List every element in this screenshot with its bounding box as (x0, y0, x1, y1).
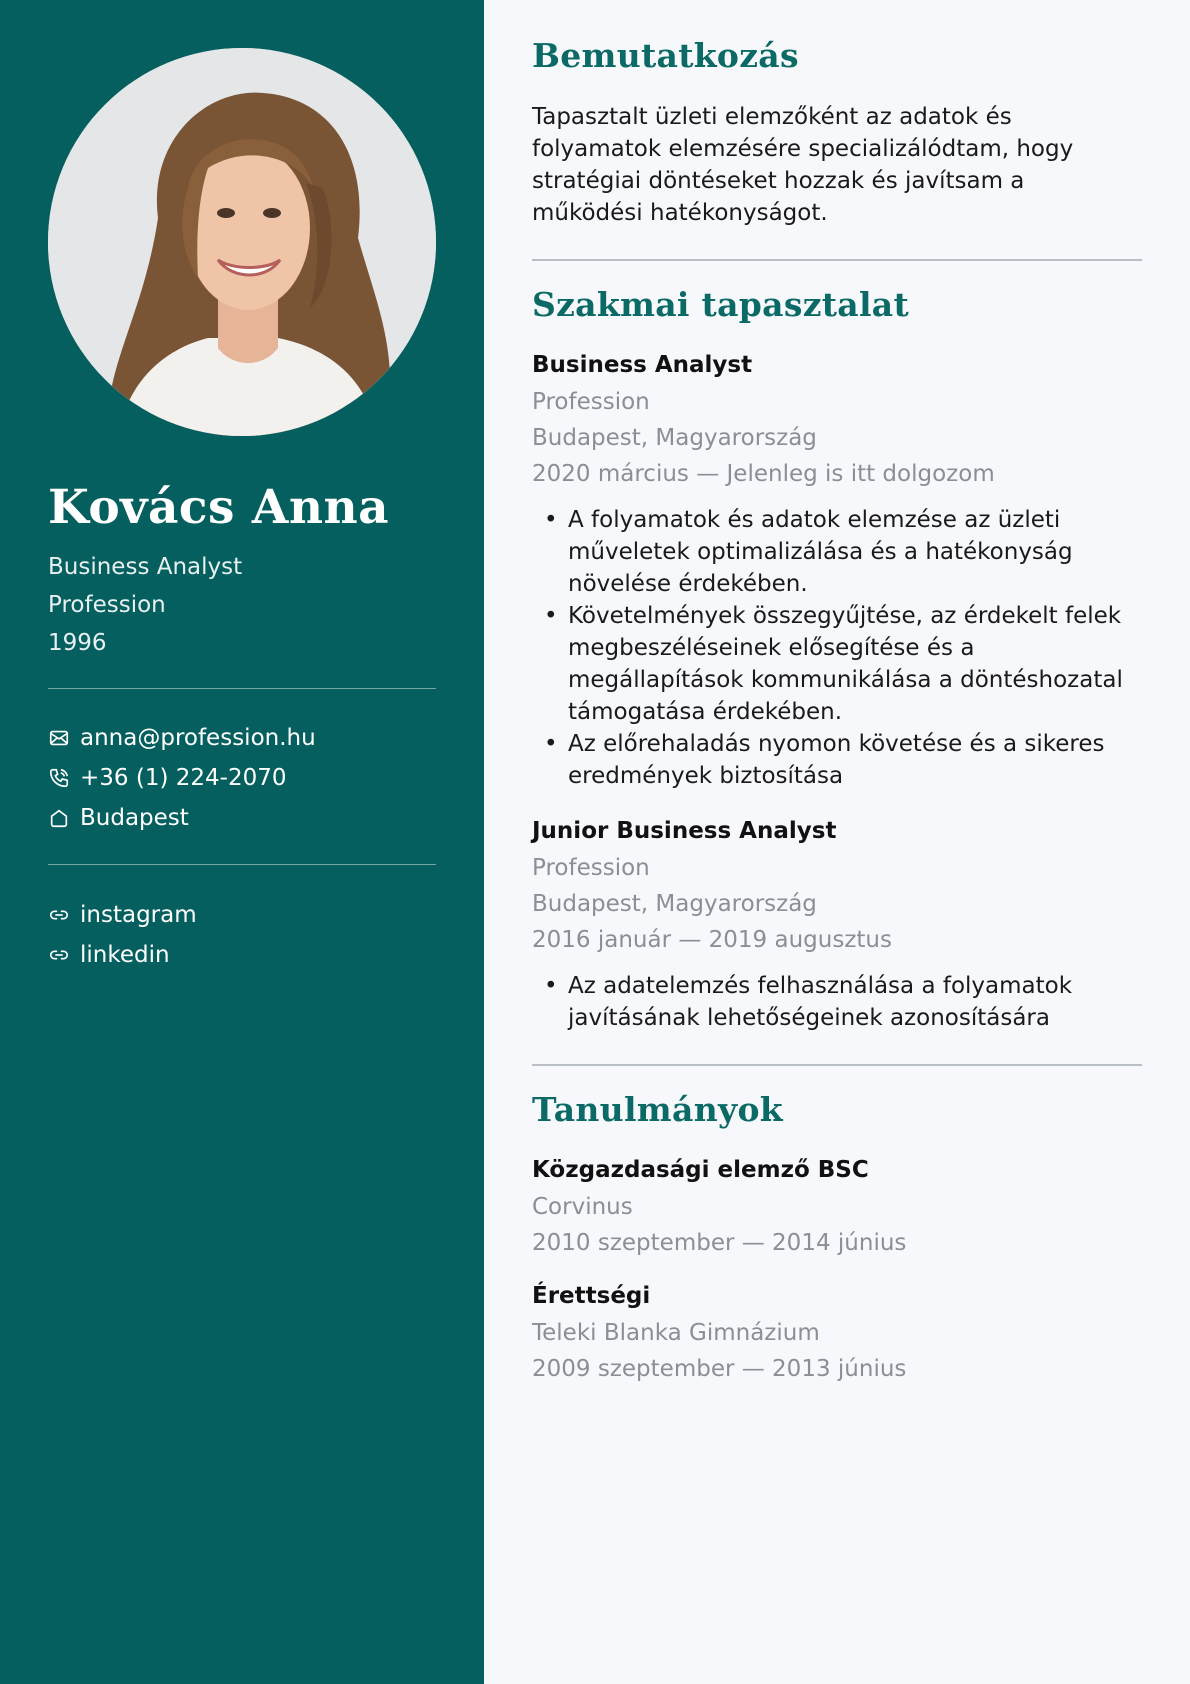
section-divider (532, 1064, 1142, 1066)
profile-meta (48, 548, 242, 662)
degree-title: Közgazdasági elemző BSC (532, 1157, 869, 1183)
sidebar-divider (48, 864, 436, 865)
intro-section (532, 36, 1142, 229)
school-name: Teleki Blanka Gimnázium (532, 1320, 820, 1346)
link-linkedin[interactable] (48, 935, 197, 975)
job-bullet: • A folyamatok és adatok elemzése az üzleti műveletek optimalizálása és a hatékonyság növelése érdekében. (532, 504, 1142, 600)
phone-text: +36 (1) 224-2070 (80, 765, 287, 791)
contact-list (48, 718, 316, 838)
experience-heading: Szakmai tapasztalat (532, 285, 910, 324)
intro-text: Tapasztalt üzleti elemzőként az adatok és folyamatok elemzésére specializálódtam, hogy stratégiai döntéseket hozzak és javítsam a működési hatékonyságot. (532, 104, 1074, 226)
experience-section (532, 285, 1142, 1034)
profile-photo (48, 48, 436, 436)
link-instagram[interactable] (48, 895, 197, 935)
job-company: Profession (532, 389, 650, 415)
education-entry (532, 1281, 1142, 1387)
job-bullets (532, 504, 1142, 792)
phone-icon (48, 767, 70, 789)
job-bullet: • Követelmények összegyűjtése, az érdekelt felek megbeszéléseinek elősegítése és a megállapítások kommunikálása a döntéshozatal támogatása érdekében. (532, 600, 1142, 728)
contact-city (48, 798, 316, 838)
education-entry (532, 1155, 1142, 1261)
email-text: anna@profession.hu (80, 725, 316, 751)
job-period: 2020 március — Jelenleg is itt dolgozom (532, 461, 995, 487)
linkedin-link-text: linkedin (80, 942, 170, 968)
social-links (48, 895, 197, 975)
link-icon (48, 904, 70, 926)
sidebar-divider (48, 688, 436, 689)
contact-email[interactable] (48, 718, 316, 758)
intro-heading: Bemutatkozás (532, 36, 799, 75)
section-divider (532, 259, 1142, 261)
company-line: Profession (48, 592, 166, 618)
instagram-link-text: instagram (80, 902, 197, 928)
job-period: 2016 január — 2019 augusztus (532, 927, 892, 953)
education-period: 2009 szeptember — 2013 június (532, 1356, 907, 1382)
mail-icon (48, 727, 70, 749)
job-company: Profession (532, 855, 650, 881)
portrait-illustration (48, 48, 436, 436)
sidebar (0, 0, 484, 1684)
job-location: Budapest, Magyarország (532, 891, 817, 917)
job-entry (532, 350, 1142, 792)
job-title: Business Analyst (532, 352, 753, 378)
job-location: Budapest, Magyarország (532, 425, 817, 451)
link-icon (48, 944, 70, 966)
job-bullets (532, 970, 1142, 1034)
job-bullet: • Az előrehaladás nyomon követése és a sikeres eredmények biztosítása (532, 728, 1142, 792)
job-title-line: Business Analyst (48, 554, 243, 580)
education-section (532, 1090, 1142, 1387)
candidate-name: Kovács Anna (48, 480, 390, 535)
job-bullet: • Az adatelemzés felhasználása a folyamatok javításának lehetőségeinek azonosítására (532, 970, 1142, 1034)
city-text: Budapest (80, 805, 189, 831)
education-heading: Tanulmányok (532, 1090, 783, 1129)
job-entry (532, 816, 1142, 1034)
main-content (532, 36, 1142, 1387)
school-name: Corvinus (532, 1194, 633, 1220)
degree-title: Érettségi (532, 1283, 651, 1309)
birth-year-line: 1996 (48, 630, 107, 656)
job-title: Junior Business Analyst (532, 818, 837, 844)
education-period: 2010 szeptember — 2014 június (532, 1230, 907, 1256)
contact-phone[interactable] (48, 758, 316, 798)
home-icon (48, 807, 70, 829)
